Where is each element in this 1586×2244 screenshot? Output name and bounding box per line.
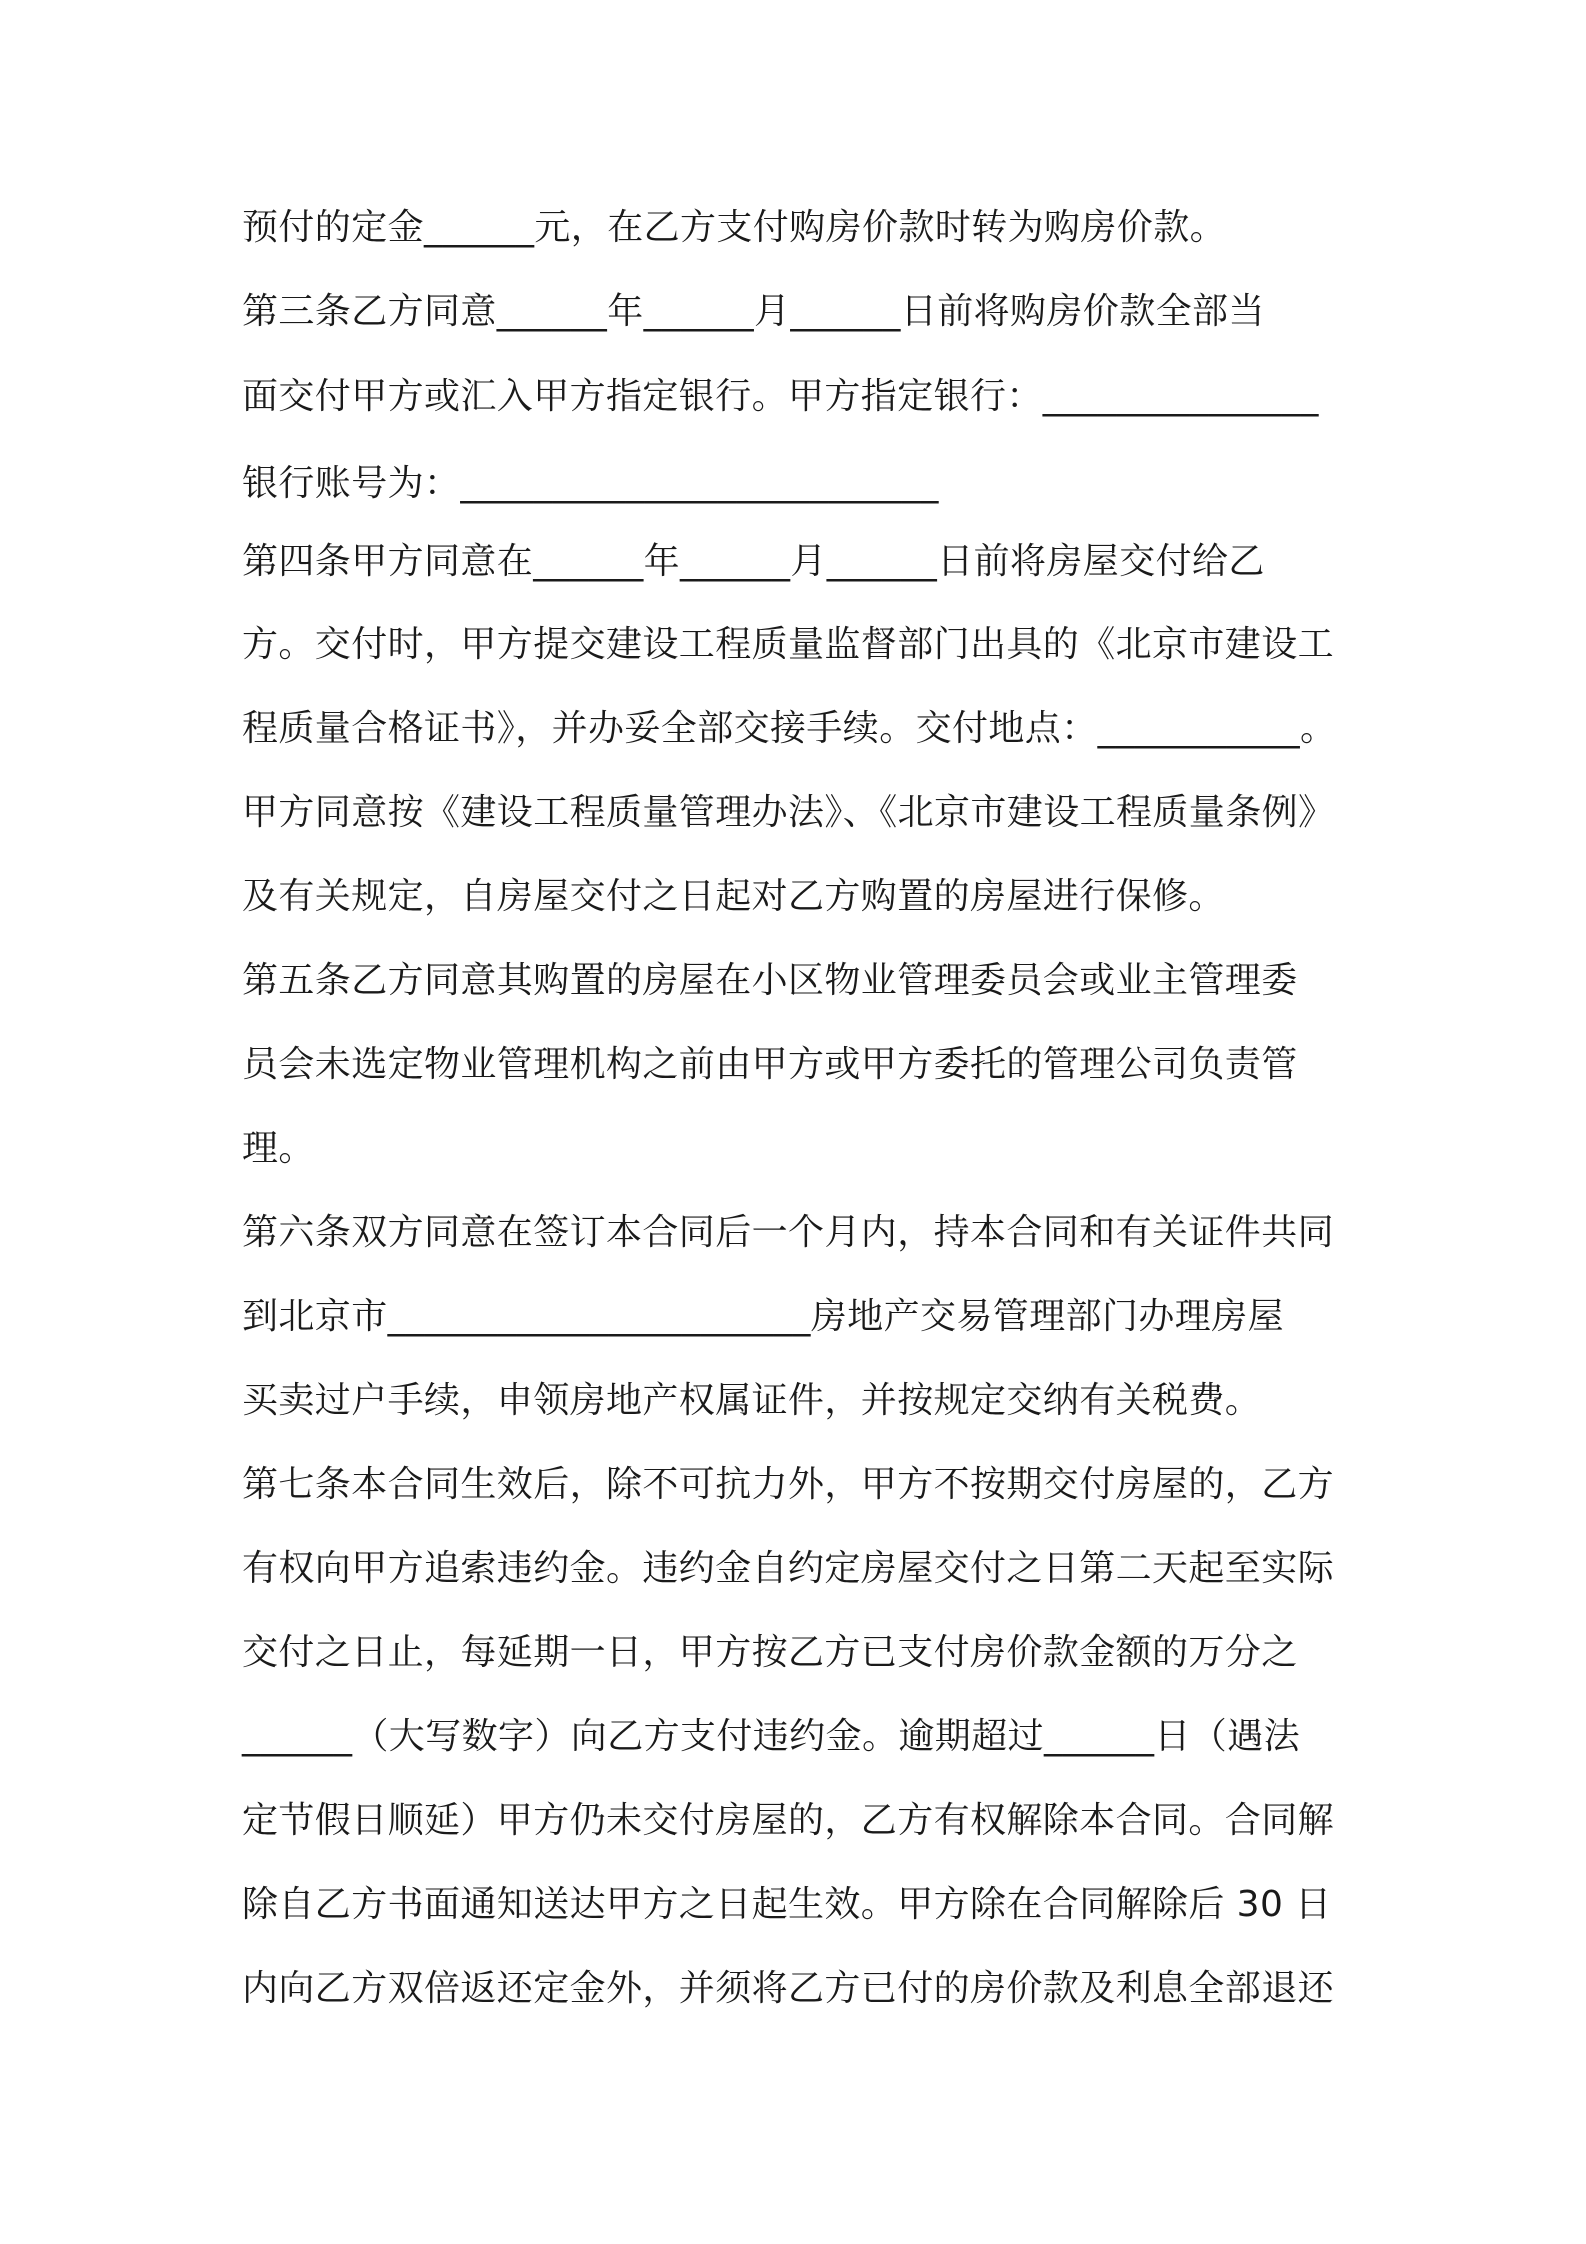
text-line: 程质量合格证书》，并办妥全部交接手续。交付地点：___________。 <box>242 708 1337 749</box>
text-line: 第七条本合同生效后，除不可抗力外，甲方不按期交付房屋的，乙方 <box>242 1464 1335 1505</box>
text-line: 交付之日止，每延期一日，甲方按乙方已支付房价款金额的万分之 <box>242 1632 1298 1673</box>
text-line: 第六条双方同意在签订本合同后一个月内，持本合同和有关证件共同 <box>242 1212 1335 1253</box>
text-line: 除自乙方书面通知送达甲方之日起生效。甲方除在合同解除后 30 日 <box>242 1884 1332 1925</box>
text-line: 理。 <box>242 1128 315 1169</box>
text-line: 第五条乙方同意其购置的房屋在小区物业管理委员会或业主管理委 <box>242 960 1298 1001</box>
text-line: 方。交付时，甲方提交建设工程质量监督部门出具的《北京市建设工 <box>242 624 1335 665</box>
text-line: 第四条甲方同意在______年______月______日前将房屋交付给乙 <box>242 541 1265 582</box>
text-line: 定节假日顺延）甲方仍未交付房屋的，乙方有权解除本合同。合同解 <box>242 1800 1335 1841</box>
text-line: 员会未选定物业管理机构之前由甲方或甲方委托的管理公司负责管 <box>242 1044 1298 1085</box>
text-line: 银行账号为：__________________________ <box>242 463 939 504</box>
text-line: 面交付甲方或汇入甲方指定银行。甲方指定银行：_______________ <box>242 376 1319 417</box>
text-line: 内向乙方双倍返还定金外，并须将乙方已付的房价款及利息全部退还 <box>242 1968 1335 2009</box>
text-line: 及有关规定，自房屋交付之日起对乙方购置的房屋进行保修。 <box>242 876 1225 917</box>
text-line: ______（大写数字）向乙方支付违约金。逾期超过______日（遇法 <box>242 1716 1301 1757</box>
text-line: 预付的定金______元，在乙方支付购房价款时转为购房价款。 <box>242 207 1227 248</box>
text-line: 买卖过户手续，申领房地产权属证件，并按规定交纳有关税费。 <box>242 1380 1262 1421</box>
text-line: 到北京市_______________________房地产交易管理部门办理房屋 <box>242 1296 1284 1337</box>
text-line: 甲方同意按《建设工程质量管理办法》、《北京市建设工程质量条例》 <box>242 792 1335 833</box>
text-line: 第三条乙方同意______年______月______日前将购房价款全部当 <box>242 291 1265 332</box>
text-line: 有权向甲方追索违约金。违约金自约定房屋交付之日第二天起至实际 <box>242 1548 1335 1589</box>
